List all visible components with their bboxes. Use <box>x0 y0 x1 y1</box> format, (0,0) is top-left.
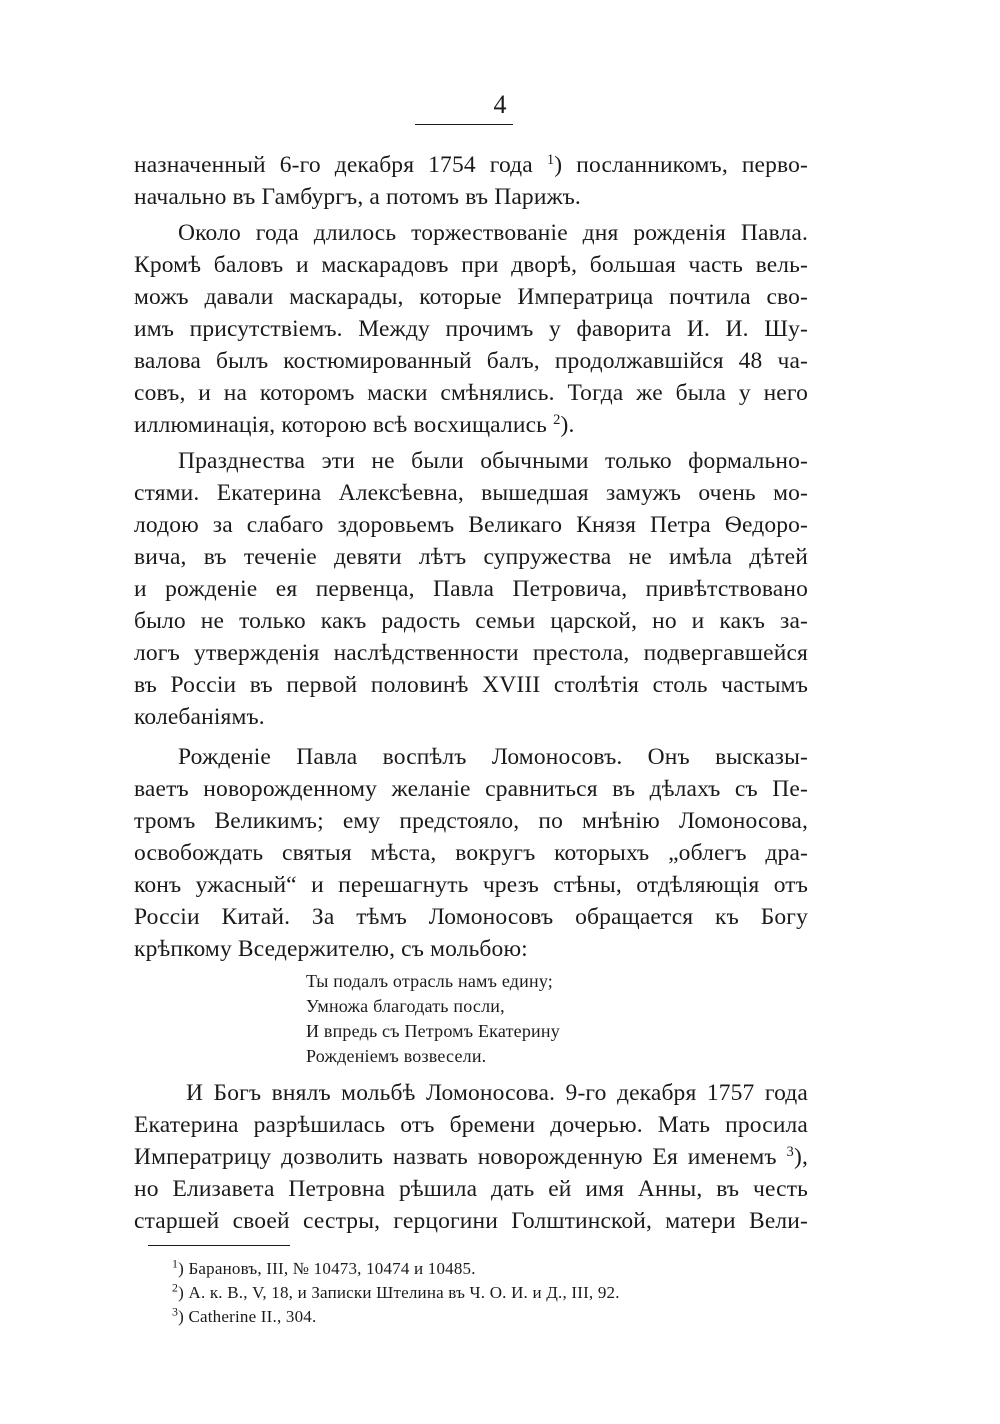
body-line-text: можъ давали маскарады, которые Императрица почтила сво- <box>134 284 808 310</box>
body-line <box>134 902 808 932</box>
body-line <box>134 182 581 212</box>
body-line <box>134 870 808 900</box>
body-line-text: колебаніямъ. <box>134 704 265 730</box>
body-line-text: лодою за слабаго здоровьемъ Великаго Князя Петра Ѳедоро- <box>134 512 808 538</box>
body-line-text: было не только какъ радость семьи царской, но и какъ за- <box>134 608 808 634</box>
body-line-text: Екатерина разрѣшилась отъ бремени дочерью. Мать просила <box>134 1112 808 1138</box>
body-line <box>134 606 808 636</box>
body-line-text: вича, въ теченіе девяти лѣтъ супружества не имѣла дѣтей <box>134 544 808 570</box>
body-line <box>134 314 808 344</box>
footnote-reference[interactable]: 3 <box>786 1144 794 1160</box>
body-line-text: Императрицу дозволить назвать новорожденную Ея именемъ <box>134 1144 787 1170</box>
verse-line <box>306 1020 560 1042</box>
body-line <box>178 218 808 248</box>
footnote-text: ) А. к. В., V, 18, и Записки Штелина въ Ч. О. И. и Д., III, 92. <box>178 1283 620 1302</box>
footnote-reference[interactable]: 1 <box>546 152 555 168</box>
body-line <box>178 446 808 476</box>
footnote-text: ) Catherine II., 304. <box>178 1307 317 1326</box>
footnote-marker: 2 <box>172 1280 179 1295</box>
body-line <box>134 542 808 572</box>
body-line-text: конъ ужасный“ и перешагнуть чрезъ стѣны, отдѣляющія отъ <box>134 872 808 898</box>
body-line-text: стями. Екатерина Алексѣевна, вышедшая замужъ очень мо- <box>134 480 808 506</box>
footnote-marker: 1 <box>172 1256 179 1271</box>
body-line <box>134 410 575 440</box>
body-line-text-tail: ), <box>793 1144 808 1170</box>
body-line-text-tail: ) посланникомъ, перво- <box>554 152 808 178</box>
body-line-text: Около года длилось торжествованіе дня рожденія Павла. <box>178 220 808 246</box>
body-line-text: начально въ Гамбургъ, а потомъ въ Парижъ. <box>134 184 581 210</box>
page-number: 4 <box>493 90 507 119</box>
body-line-text: крѣпкому Вседержителю, съ мольбою: <box>134 936 528 962</box>
body-line <box>134 1206 808 1236</box>
body-line-text: и рожденіе ея первенца, Павла Петровича, привѣтствовано <box>134 576 808 602</box>
footnote <box>172 1258 476 1280</box>
body-line <box>134 934 528 964</box>
body-line-text: Празднества эти не были обычными только формально- <box>178 448 808 474</box>
body-line <box>134 478 808 508</box>
body-line <box>134 574 808 604</box>
body-line <box>134 838 808 868</box>
body-line <box>134 702 265 732</box>
body-line <box>134 670 808 700</box>
body-line-text: логъ утвержденія наслѣдственности престола, подвергавшейся <box>134 640 808 666</box>
body-line-text: Кромѣ баловъ и маскарадовъ при дворѣ, большая часть вель- <box>134 252 808 278</box>
footnote <box>172 1282 620 1304</box>
footnote-rule <box>148 1245 290 1246</box>
footnote-text: ) Барановъ, III, № 10473, 10474 и 10485. <box>178 1259 476 1278</box>
body-line-text: тромъ Великимъ; ему предстояло, по мнѣнію Ломоносова, <box>134 808 808 834</box>
verse-line <box>306 1045 486 1067</box>
footnote-reference[interactable]: 2 <box>553 412 561 428</box>
body-line <box>134 1174 808 1204</box>
body-line <box>186 1078 808 1108</box>
body-line-text: освобождать святыя мѣста, вокругъ которыхъ „облегъ дра- <box>134 840 808 866</box>
body-line <box>134 1142 808 1172</box>
body-line <box>134 638 808 668</box>
body-line-text: валова былъ костюмированный балъ, продолжавшійся 48 ча- <box>134 348 808 374</box>
body-line-text: Россіи Китай. За тѣмъ Ломоносовъ обращается къ Богу <box>134 904 808 930</box>
verse-line <box>306 995 505 1017</box>
page-number-rule <box>415 124 513 125</box>
body-line-text: имъ присутствіемъ. Между прочимъ у фаворита И. И. Шу- <box>134 316 808 342</box>
body-line-text: И Богъ внялъ мольбѣ Ломоносова. 9-го декабря 1757 года <box>186 1080 808 1106</box>
footnote <box>172 1306 316 1328</box>
footnote-marker: 3 <box>172 1304 179 1319</box>
verse-line-text: Ты подалъ отрасль намъ едину; <box>306 971 553 991</box>
body-line <box>134 378 808 408</box>
body-line <box>134 150 808 180</box>
body-line <box>134 774 808 804</box>
body-line-text: совъ, и на которомъ маски смѣнялись. Тогда же была у него <box>134 380 808 406</box>
body-line-text: но Елизавета Петровна рѣшила дать ей имя Анны, въ честь <box>134 1176 808 1202</box>
body-line <box>134 282 808 312</box>
body-line <box>134 806 808 836</box>
body-line <box>178 742 808 772</box>
body-line <box>134 250 808 280</box>
body-line-text: старшей своей сестры, герцогини Голштинской, матери Вели- <box>134 1208 808 1234</box>
body-line-text-tail: ). <box>560 412 575 438</box>
body-line-text: Рожденіе Павла воспѣлъ Ломоносовъ. Онъ высказы- <box>178 744 808 770</box>
body-line-text: назначенный 6-го декабря 1754 года <box>134 152 547 178</box>
body-line <box>134 510 808 540</box>
body-line-text: иллюминація, которою всѣ восхищались <box>134 412 554 438</box>
verse-line <box>306 970 553 992</box>
body-line-text: въ Россіи въ первой половинѣ XVIII столѣтія столь частымъ <box>134 672 808 698</box>
body-line-text: ваетъ новорожденному желаніе сравниться въ дѣлахъ съ Пе- <box>134 776 808 802</box>
verse-line-text: Умножа благодать посли, <box>306 996 505 1016</box>
body-line <box>134 346 808 376</box>
body-line <box>134 1110 808 1140</box>
verse-line-text: Рожденіемъ возвесели. <box>306 1046 487 1066</box>
verse-line-text: И впредь съ Петромъ Екатерину <box>306 1021 560 1041</box>
